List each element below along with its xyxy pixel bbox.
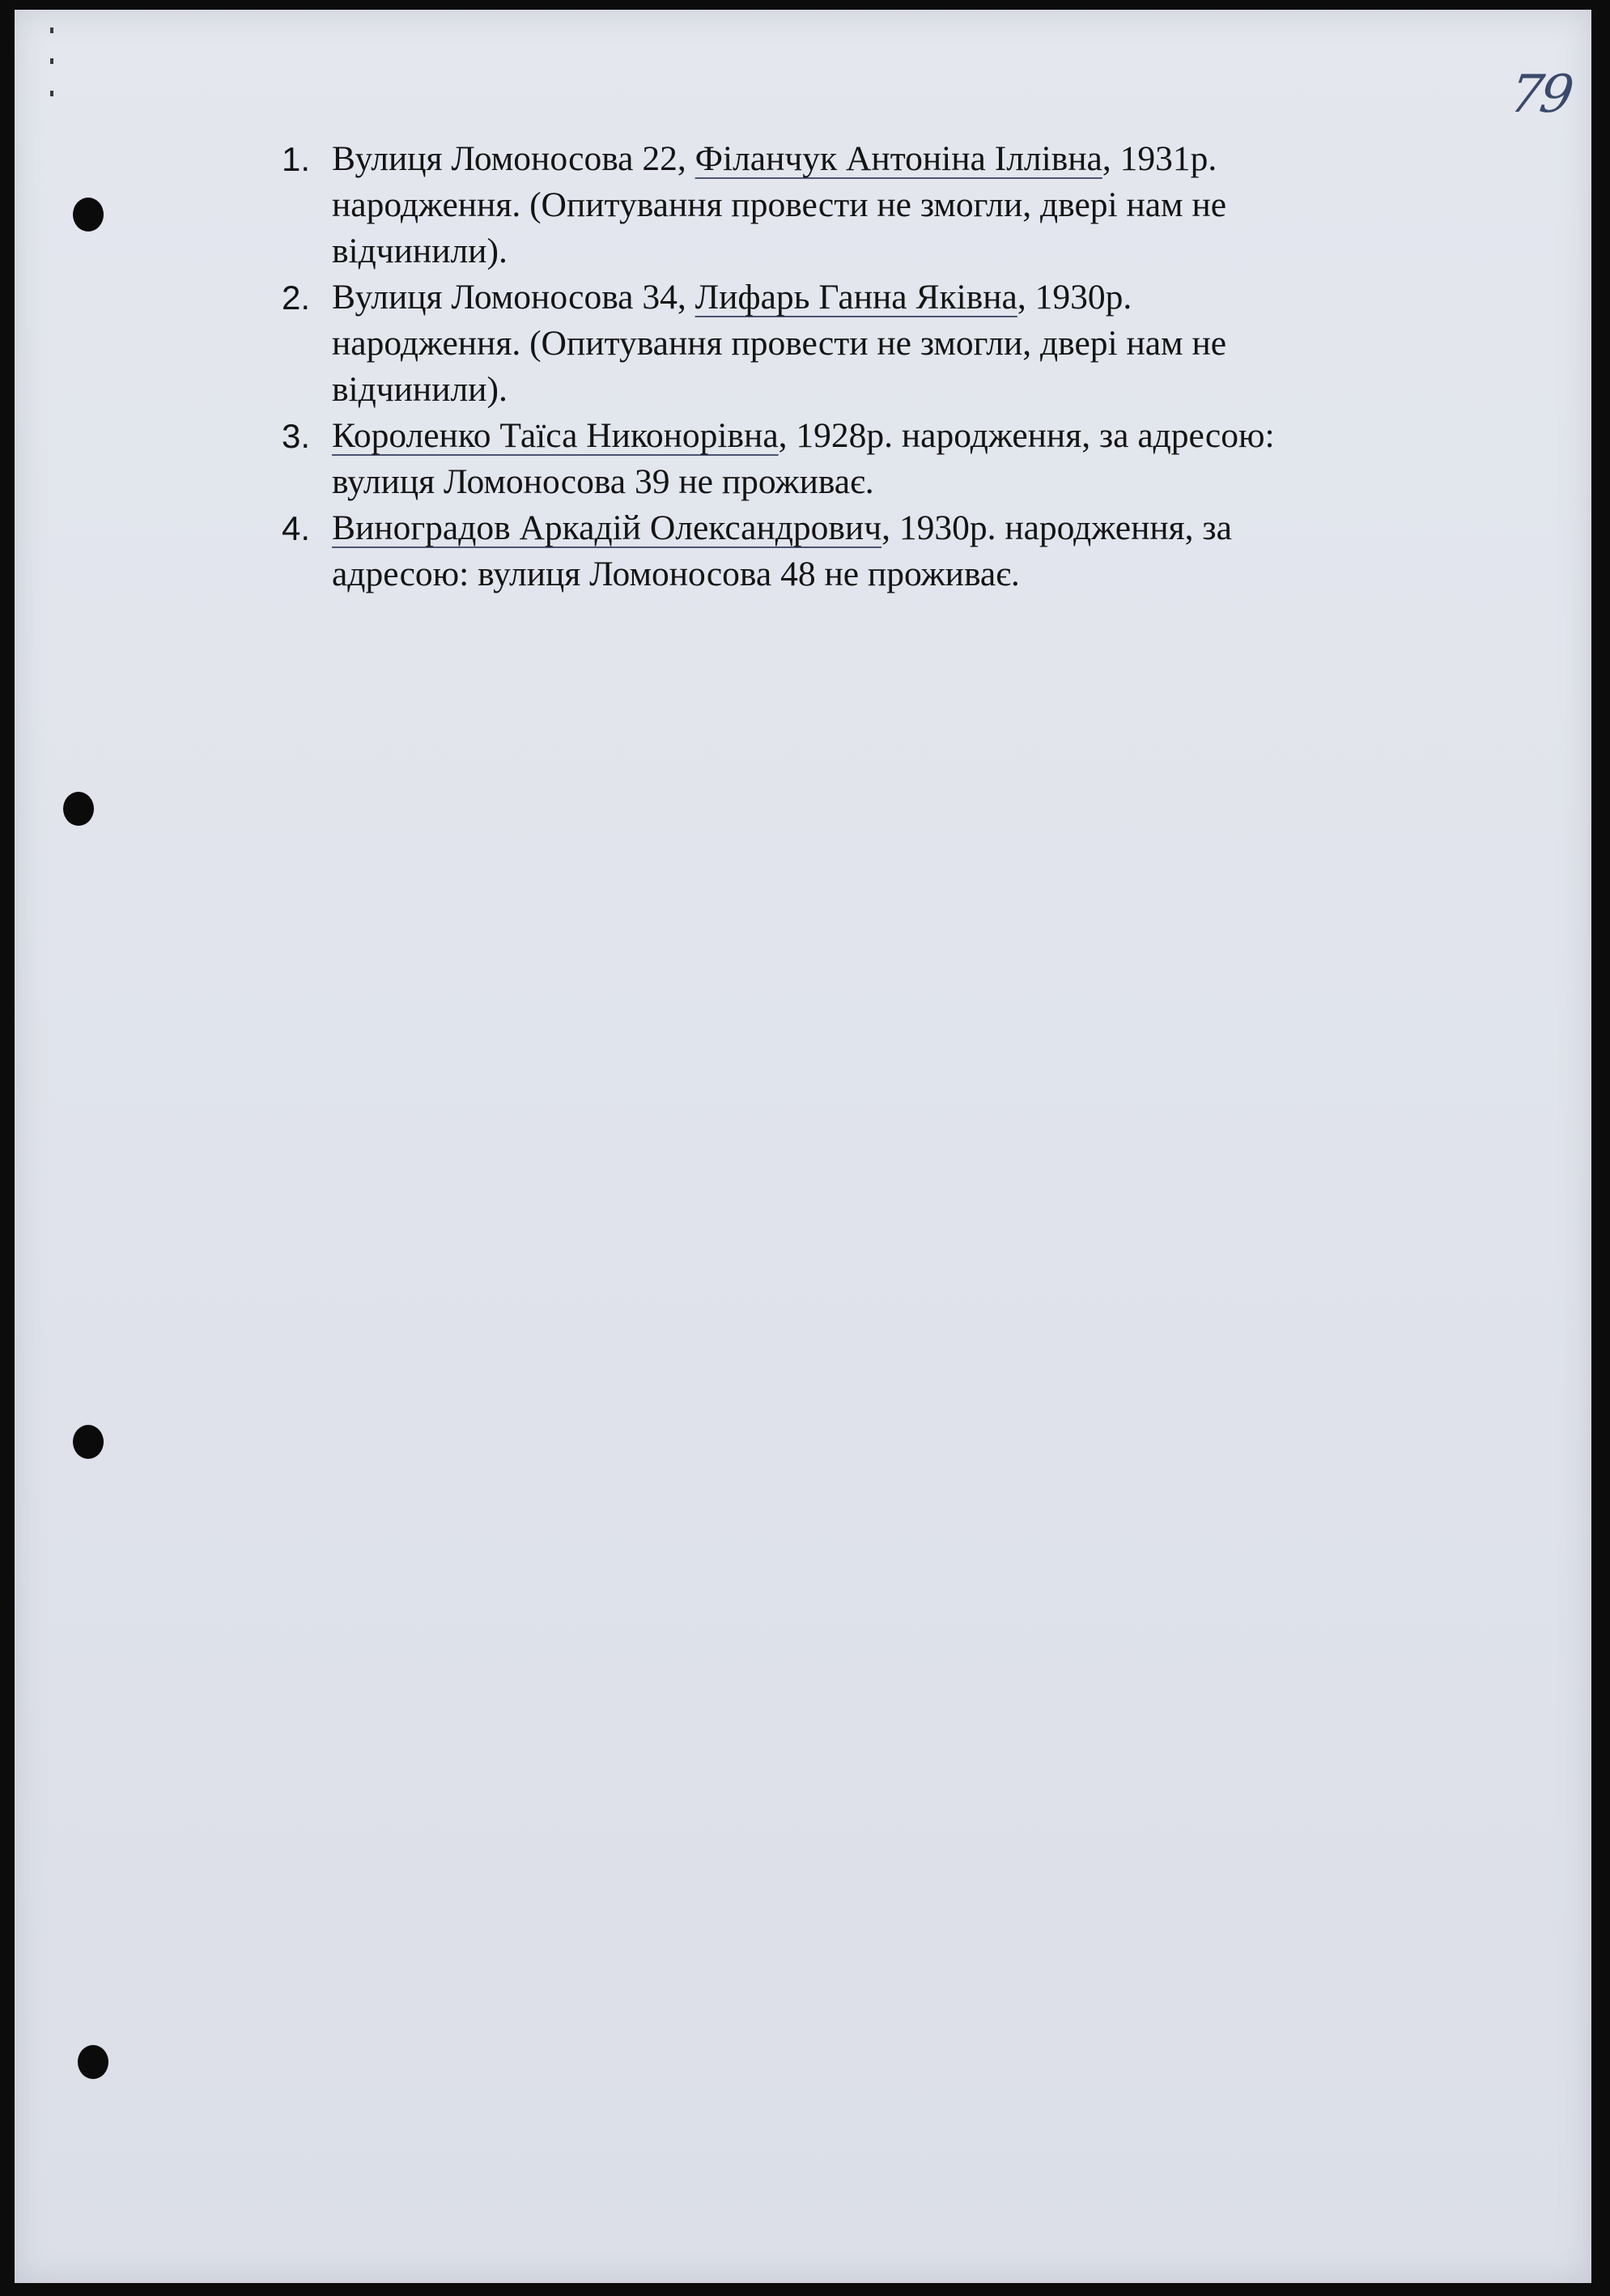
birth-year-text: , 1930р. народження, за [881,508,1232,547]
birth-year-text: , 1928р. народження, за адресою: [778,416,1275,455]
address-text: Вулиця Ломоносова 34, [332,278,695,317]
person-name: Лифарь Ганна Яківна [695,278,1017,317]
item-line: відчинили). [332,370,508,409]
person-name: Філанчук Антоніна Іллівна [695,139,1102,178]
item-line: вулиця Ломоносова 39 не проживає. [332,462,874,501]
punch-hole [73,1425,104,1459]
item-line [332,274,1530,321]
item-number: 2. [282,278,311,317]
handwritten-page-number: 79 [1506,65,1574,125]
birth-year-text: , 1930р. [1017,278,1132,317]
person-name: Виноградов Аркадій Олександрович [332,508,882,547]
list-item [267,274,1530,413]
person-name: Короленко Таїса Никонорівна [332,416,779,455]
edge-mark [50,58,53,64]
item-number: 3. [282,417,311,455]
edge-mark [50,28,53,33]
item-line [332,136,1530,182]
birth-year-text: , 1931р. [1102,139,1217,178]
address-text: Вулиця Ломоносова 22, [332,139,695,178]
punch-hole [78,2045,108,2079]
list-item [267,505,1530,597]
item-line: народження. (Опитування провести не змогли, двері нам не [332,324,1227,363]
item-line: народження. (Опитування провести не змогли, двері нам не [332,185,1227,224]
item-line [332,413,1530,459]
edge-mark [50,91,53,96]
list-item [267,413,1530,505]
item-number: 1. [282,140,311,178]
punch-hole [73,198,104,232]
residents-list [267,136,1530,597]
item-number: 4. [282,509,311,547]
item-line: відчинили). [332,232,508,270]
item-line [332,505,1530,551]
item-line: адресою: вулиця Ломоносова 48 не проживає. [332,555,1020,593]
list-item [267,136,1530,274]
punch-hole [63,792,94,826]
